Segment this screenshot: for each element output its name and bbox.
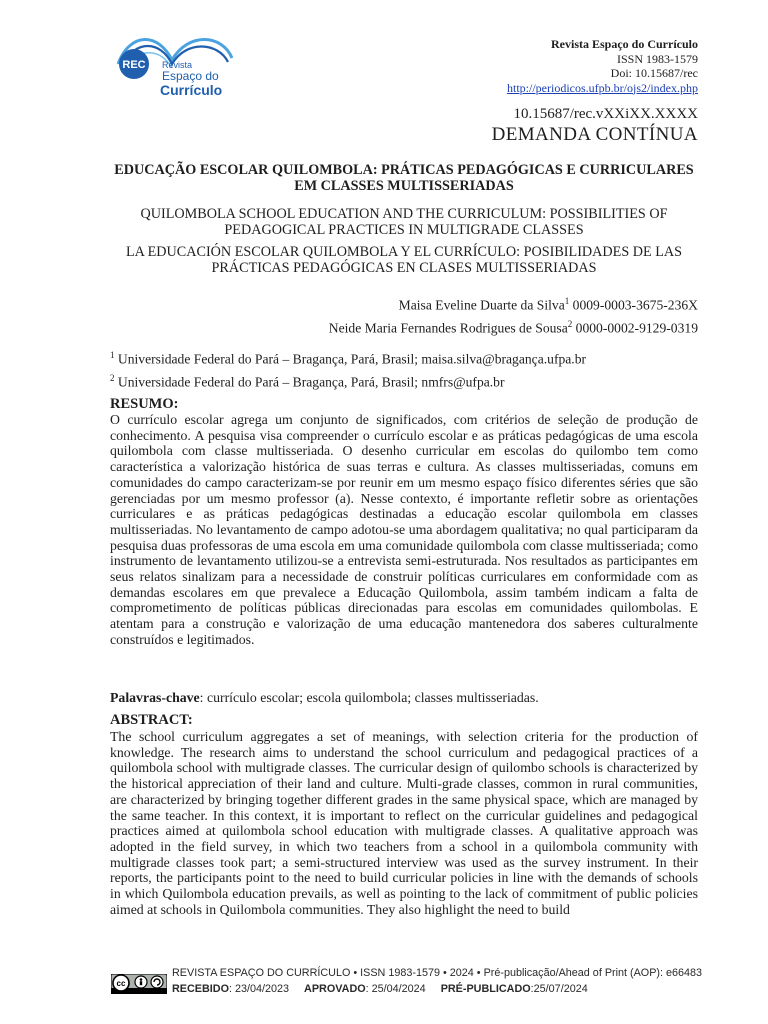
title-english: QUILOMBOLA SCHOOL EDUCATION AND THE CURRICULUM: POSSIBILITIES OF PEDAGOGICAL PRACTICES IN MULTIGRADE CLASSES (140, 206, 668, 238)
approved-label: APROVADO (304, 983, 366, 995)
journal-doi: Doi: 10.15687/rec (610, 66, 698, 80)
journal-url-link[interactable]: http://periodicos.ufpb.br/ojs2/index.php (507, 80, 698, 95)
keywords (110, 690, 539, 706)
author-list (329, 292, 698, 337)
footer-line2 (172, 981, 702, 997)
affiliation-2 (110, 369, 586, 392)
affiliation-text: Universidade Federal do Pará – Bragança, Pará, Brasil; nmfrs@ufpa.br (117, 374, 505, 390)
prepub-value: :25/07/2024 (530, 983, 588, 995)
affiliation-1 (110, 346, 586, 369)
footer-line1: REVISTA ESPAÇO DO CURRÍCULO • ISSN 1983-1579 • 2024 • Pré-publicação/Ahead of Print (AOP): e66483 (172, 967, 703, 979)
footer (172, 965, 702, 997)
author-sup: 1 (564, 296, 570, 306)
author-2 (329, 315, 698, 338)
author-orcid[interactable]: 0000-0002-9129-0319 (575, 320, 698, 336)
title-spanish: LA EDUCACIÓN ESCOLAR QUILOMBOLA Y EL CURRÍCULO: POSIBILIDADES DE LAS PRÁCTICAS PEDAGÓGICAS EN CLASES MULTISSERIADAS (125, 244, 683, 276)
abstract-heading: ABSTRACT: (110, 712, 193, 728)
abstract-text: The school curriculum aggregates a set of meanings, with selection criteria for the production of knowledge. The research aims to understand the school curriculum and pedagogical practices of a quilombola school with multigrade classes. The curricular design of quilombo schools is characterized by the historical appreciation of their land and culture. Multi-grade classes, common in rural communities, are characterized by bringing together different grades in the same physical space, which are managed by the same teacher. In this context, it is important to reflect on the curricular guidelines and pedagogical practices aimed at quilombola school education with multigrade classes. A qualitative approach was adopted in the field survey, in which two teachers from a school in a quilombola community with multigrade classes took part; a semi-structured interview was used as the survey instrument. In their reports, the participants point to the need to build curricular policies in line with the demands of schools in which Quilombola education prevails, as well as pointing to the lack of commitment of public policies aimed at schools in Quilombola communities. They also highlight the need to build (110, 729, 698, 917)
approved-value: : 25/04/2024 (365, 983, 426, 995)
author-orcid[interactable]: 0009-0003-3675-236X (572, 297, 698, 313)
logo-abbr: REC (122, 59, 146, 71)
journal-name: Revista Espaço do Currículo (551, 37, 698, 51)
author-1 (329, 292, 698, 315)
cc-license-badge[interactable] (111, 974, 167, 994)
logo-line2: Espaço do (162, 69, 219, 83)
author-name: Neide Maria Fernandes Rodrigues de Sousa (328, 320, 568, 336)
prepub-label: PRÉ-PUBLICADO (440, 983, 531, 995)
rec-logo-icon (110, 30, 240, 102)
journal-logo (110, 30, 240, 102)
section-label: DEMANDA CONTÍNUA (491, 124, 698, 145)
keywords-label: Palavras-chave (110, 690, 200, 705)
author-name: Maisa Eveline Duarte da Silva (398, 297, 565, 313)
received-label: RECEBIDO (172, 983, 229, 995)
affiliation-sup: 1 (110, 350, 115, 360)
cc-by-sa-icon (111, 974, 167, 994)
svg-text:cc: cc (116, 979, 126, 988)
resumo-text: O currículo escolar agrega um conjunto de significados, com critérios de seleção de produção de conhecimento. A pesquisa visa compreender o currículo escolar e as práticas pedagógicas de uma escola quilombola com classe multisseriada. O desenho curricular em escolas do quilombo tem como característica a valorização histórica de suas terras e cultura. As classes multisseriadas, comuns em comunidades do campo caracterizam-se por reunir em um mesmo espaço físico diferentes séries que são gerenciadas por um mesmo professor (a). Nesse contexto, é importante refletir sobre as orientações curriculares e as práticas pedagógicas destinadas a educação escolar quilombola em classes multisseriadas. No levantamento de campo adotou-se uma abordagem qualitativa; no qual participaram da pesquisa duas professoras de uma escola em uma comunidade quilombola com classe multisseriada; como instrumento de levantamento utilizou-se a entrevista semi-estruturada. Nos resultados as participantes em seus relatos sinalizam para a necessidade de construir políticas curriculares em conformidade com as demandas escolares em que prevalece a Educação Quilombola, assim também indicam a falta de comprometimento de políticas públicas direcionadas para escolas em comunidades quilombolas. E atentam para a construção e valorização de uma educação mantenedora dos saberes culturalmente construídos e legitimados. (110, 412, 698, 647)
affiliation-list (110, 346, 586, 391)
resumo-heading: RESUMO: (110, 396, 179, 412)
affiliation-sup: 2 (110, 372, 115, 383)
logo-line3: Currículo (160, 82, 223, 98)
journal-issn: ISSN 1983-1579 (616, 51, 698, 66)
author-sup: 2 (567, 318, 573, 329)
title-portuguese: EDUCAÇÃO ESCOLAR QUILOMBOLA: PRÁTICAS PEDAGÓGICAS E CURRICULARES EM CLASSES MULTISSERIADAS (114, 162, 694, 194)
article-doi: 10.15687/rec.vXXiXX.XXXX (513, 106, 698, 122)
journal-info (507, 37, 698, 95)
logo-line1: Revista (162, 60, 193, 70)
keywords-text: : currículo escolar; escola quilombola; classes multisseriadas. (199, 690, 539, 705)
affiliation-text: Universidade Federal do Pará – Bragança, Pará, Brasil; maisa.silva@bragança.ufpa.br (117, 351, 587, 367)
received-value: : 23/04/2023 (229, 983, 290, 995)
